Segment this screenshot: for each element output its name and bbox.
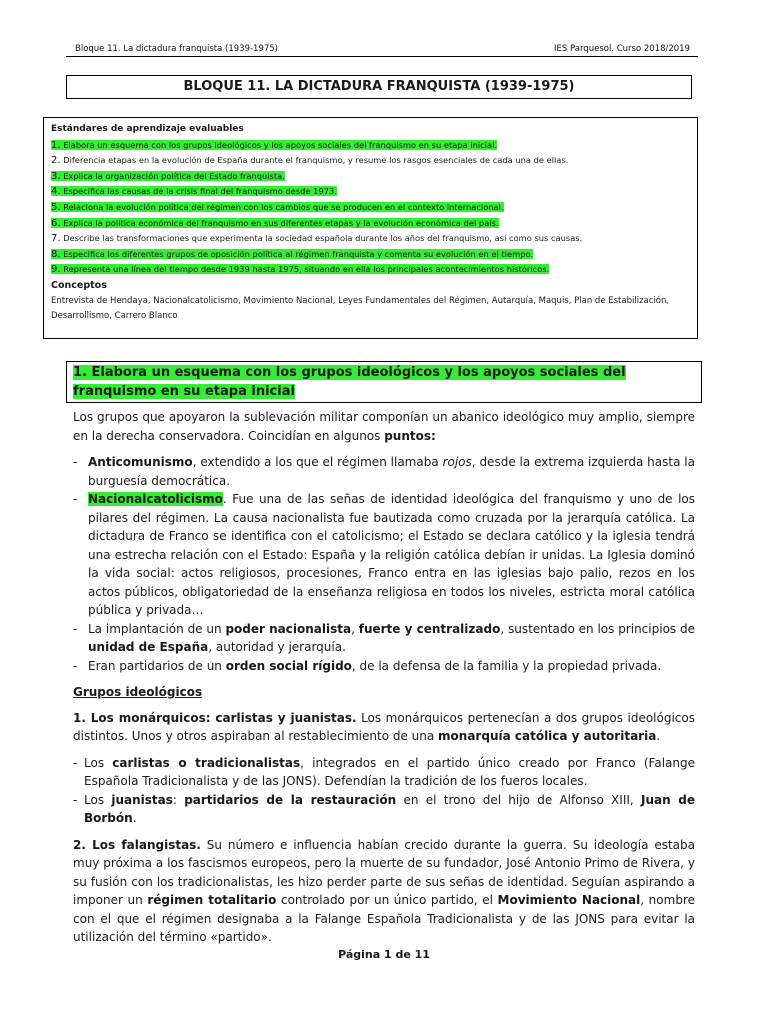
standard-item: 8. Especifica los diferentes grupos de oposición política al régimen franquista y comenta su evolución en el tiempo. (51, 248, 534, 260)
standard-item: 1. Elabora un esquema con los grupos ideológicos y los apoyos sociales del franquismo en su etapa inicial. (51, 139, 498, 151)
point-poder-nacionalista: - La implantación de un poder nacionalista, fuerte y centralizado, sustentado en los principios de unidad de España, autoridad y jerarquía. (73, 620, 695, 657)
standards-box (43, 117, 698, 339)
concepts-heading: Conceptos (51, 279, 107, 291)
standard-item: 2. Diferencia etapas en la evolución de España durante el franquismo, y resume los rasgos esenciales de cada una de ellas. (51, 155, 569, 167)
standard-item: 6. Explica la política económica del franquismo en sus diferentes etapas y la evolución económica del país. (51, 217, 499, 229)
point-nacionalcatolicismo: - Nacionalcatolicismo. Fue una de las señas de identidad ideológica del franquismo y uno de los pilares del régimen. La causa nacionalista fue bautizada como cruzada por la jerarquía católica. La dictadura de Franco se identifica con el catolicismo; el Estado se declara católico y la iglesia tendrá una estrecha relación con el Estado: España y la religión católica debían ir unidas. La Iglesia dominó la vida social: actos religiosos, procesiones, Franco entra en las iglesias bajo palio, rezos en los actos públicos, obligatoriedad de la enseñanza religiosa en todos los niveles, estricta moral católica pública y privada… (73, 490, 695, 620)
standards-heading: Estándares de aprendizaje evaluables (51, 124, 244, 134)
standard-item: 7. Describe las transformaciones que experimenta la sociedad española durante los años del franquismo, así como sus causas. (51, 233, 583, 245)
page-number: Página 1 de 11 (338, 948, 430, 961)
point-orden-social: - Eran partidarios de un orden social rígido, de la defensa de la familia y la propiedad privada. (73, 657, 695, 676)
header-divider (66, 56, 698, 57)
running-header-right: IES Parquesol. Curso 2018/2019 (554, 44, 690, 54)
running-header-left: Bloque 11. La dictadura franquista (1939-1975) (75, 44, 278, 54)
section-heading-box (66, 361, 702, 403)
point-anticomunismo: - Anticomunismo, extendido a los que el régimen llamaba rojos, desde la extrema izquierda hasta la burguesía democrática. (73, 453, 695, 490)
group-monarquicos: 1. Los monárquicos: carlistas y juanistas. Los monárquicos pertenecían a dos grupos ideológicos distintos. Unos y otros aspiraban al restablecimiento de una monarquía católica y autoritaria. (73, 710, 695, 743)
page-title: BLOQUE 11. LA DICTADURA FRANQUISTA (1939-1975) (66, 75, 692, 99)
standard-item: 3. Explica la organización política del Estado franquista. (51, 170, 285, 182)
subgroup-juanistas: - Los juanistas: partidarios de la restauración en el trono del hijo de Alfonso XIII, Juan de Borbón. (73, 791, 695, 828)
standard-item: 5. Relaciona la evolución política del régimen con los cambios que se producen en el contexto internacional. (51, 201, 504, 213)
section-heading: 1. Elabora un esquema con los grupos ideológicos y los apoyos sociales del franquismo en su etapa inicial (73, 365, 626, 399)
subgroup-carlistas: - Los carlistas o tradicionalistas, integrados en el partido único creado por Franco (Falange Española Tradicionalista y de las JONS). Defendían la tradición de los fueros locales. (73, 754, 695, 791)
standard-item: 4. Especifica las causas de la crisis final del franquismo desde 1973. (51, 186, 337, 198)
groups-heading: Grupos ideológicos (73, 685, 203, 699)
concepts-text: Entrevista de Hendaya, Nacionalcatolicismo, Movimiento Nacional, Leyes Fundamentales del Régimen, Autarquía, Maquis, Plan de Estabilización, Desarrollismo, Carrero Blanco (51, 295, 670, 322)
intro-paragraph: Los grupos que apoyaron la sublevación militar componían un abanico ideológico muy amplio, siempre en la derecha conservadora. Coincidían en algunos puntos: (73, 410, 695, 443)
standards-list (51, 138, 690, 278)
standard-item: 9. Representa una línea del tiempo desde 1939 hasta 1975, situando en ella los principales acontecimientos históricos. (51, 264, 550, 276)
body-content (73, 408, 695, 947)
group-falangistas: 2. Los falangistas. Su número e influencia habían crecido durante la guerra. Su ideología estaba muy próxima a los fascismos europeos, pero la muerte de su fundador, José Antonio Primo de Rivera, y su fusión con los tradicionalistas, les hizo perder parte de sus señas de identidad. Seguían aspirando a imponer un régimen totalitario controlado por un único partido, el Movimiento Nacional, nombre con el que el régimen designaba a la Falange Española Tradicionalista y de las JONS para evitar la utilización del término «partido». (73, 837, 696, 944)
